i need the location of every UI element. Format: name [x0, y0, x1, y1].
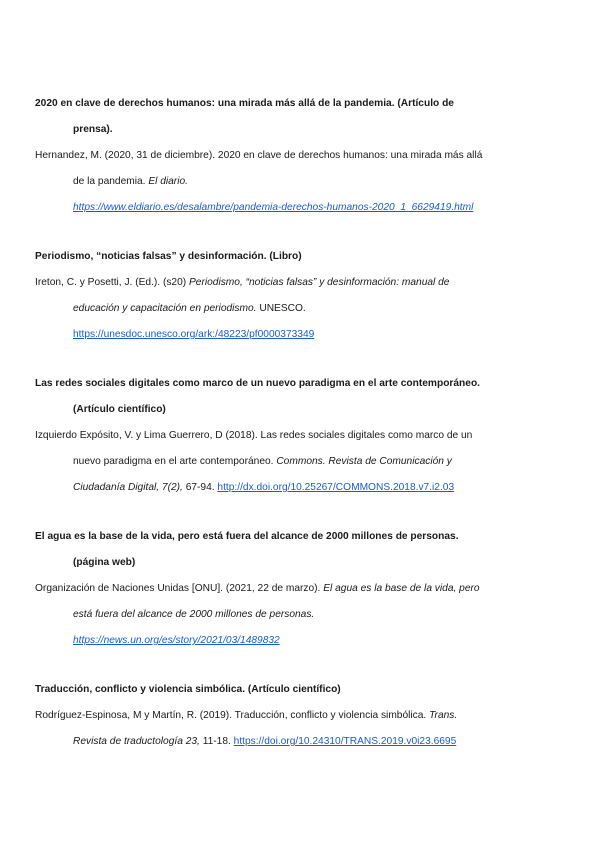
citation-line: Izquierdo Expósito, V. y Lima Guerrero, D (2018). Las redes sociales digitales como marco de un — [35, 430, 473, 441]
citation-line — [73, 455, 452, 469]
source-title: Periodismo, “noticias falsas” y desinformación: manual de — [189, 277, 450, 288]
citation-line — [35, 276, 449, 290]
citation-line — [73, 481, 454, 495]
source-title: Ciudadanía Digital, 7(2), — [73, 482, 183, 493]
reference-heading: Traducción, conflicto y violencia simbólica. (Artículo científico) — [35, 684, 341, 695]
citation-text: Ireton, C. y Posetti, J. (Ed.). (s20) — [35, 277, 189, 288]
citation-text: de la pandemia. — [73, 176, 149, 187]
reference-heading-continued: (Artículo científico) — [73, 404, 166, 415]
citation-line — [73, 302, 306, 316]
citation-line — [35, 582, 480, 596]
citation-url-line — [73, 634, 280, 648]
citation-link[interactable]: https://www.eldiario.es/desalambre/pandemia-derechos-humanos-2020_1_6629419.html — [73, 202, 474, 213]
citation-text: 67-94. — [182, 482, 218, 493]
reference-heading-continued: (página web) — [73, 557, 136, 568]
citation-link[interactable]: http://dx.doi.org/10.25267/COMMONS.2018.v7.i2.03 — [217, 482, 455, 493]
source-title: Commons. Revista de Comunicación y — [276, 456, 452, 467]
citation-link[interactable]: https://unesdoc.unesco.org/ark:/48223/pf0000373349 — [73, 329, 315, 340]
citation-line — [35, 709, 457, 723]
citation-text: Organización de Naciones Unidas [ONU]. (2021, 22 de marzo). — [35, 583, 324, 594]
reference-heading: Periodismo, “noticias falsas” y desinformación. (Libro) — [35, 251, 302, 262]
citation-text: nuevo paradigma en el arte contemporáneo. — [73, 456, 277, 467]
citation-text: 11-18. — [199, 736, 234, 747]
citation-line — [73, 175, 188, 189]
reference-heading-continued: prensa). — [73, 124, 113, 135]
citation-url-line — [73, 328, 314, 342]
source-title: Trans. — [429, 710, 458, 721]
reference-heading: El agua es la base de la vida, pero está fuera del alcance de 2000 millones de personas. — [35, 531, 459, 542]
reference-heading: Las redes sociales digitales como marco de un nuevo paradigma en el arte contemporáneo. — [35, 378, 480, 389]
citation-line — [73, 735, 456, 749]
citation-text: UNESCO. — [256, 303, 306, 314]
source-title: El diario. — [148, 176, 188, 187]
source-title: Revista de traductología 23, — [73, 736, 200, 747]
citation-text: Rodríguez-Espinosa, M y Martín, R. (2019). Traducción, conflicto y violencia simbólica. — [35, 710, 430, 721]
citation-link[interactable]: https://news.un.org/es/story/2021/03/1489832 — [73, 635, 280, 646]
source-title: educación y capacitación en periodismo. — [73, 303, 257, 314]
citation-url-line — [73, 201, 473, 215]
reference-heading: 2020 en clave de derechos humanos: una mirada más allá de la pandemia. (Artículo de — [35, 98, 454, 109]
source-title: está fuera del alcance de 2000 millones de personas. — [73, 609, 315, 620]
citation-line: Hernandez, M. (2020, 31 de diciembre). 2020 en clave de derechos humanos: una mirada más allá — [35, 150, 483, 161]
source-title: El agua es la base de la vida, pero — [323, 583, 480, 594]
citation-link[interactable]: https://doi.org/10.24310/TRANS.2019.v0i23.6695 — [233, 736, 457, 747]
